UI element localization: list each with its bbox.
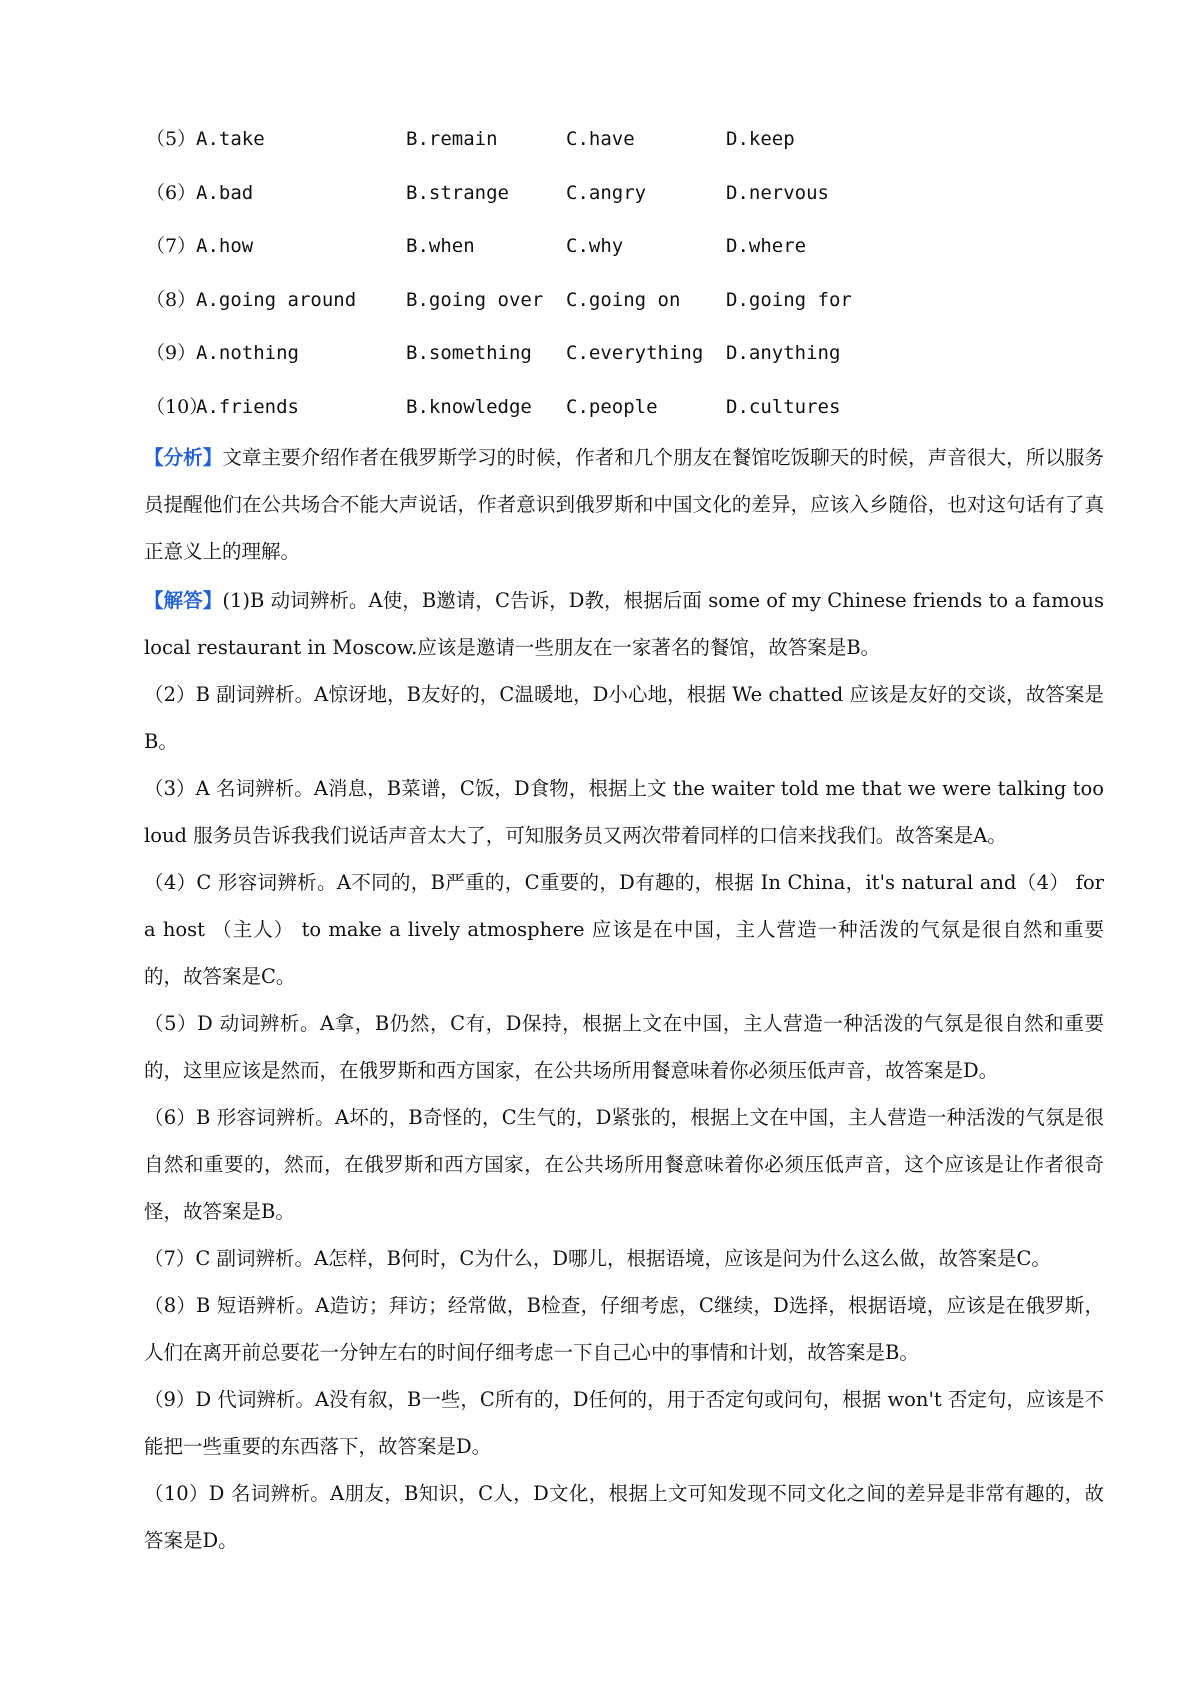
answer-item: （6）B 形容词辨析。A坏的，B奇怪的，C生气的，D紧张的，根据上文在中国，主人营造一种活泼的气氛是很自然和重要的，然而，在俄罗斯和西方国家，在公共场所用餐意味着你必须压低声音，这个应该是让作者很奇怪，故答案是B。 bbox=[144, 1106, 1104, 1223]
option-b: B.going over bbox=[406, 288, 544, 311]
option-d: D.nervous bbox=[726, 181, 829, 204]
option-row bbox=[146, 180, 1106, 234]
analysis-tag: 【分析】 bbox=[144, 446, 223, 469]
answer-item: （9）D 代词辨析。A没有叙，B一些，C所有的，D任何的，用于否定句或问句，根据 won't 否定句，应该是不能把一些重要的东西落下，故答案是D。 bbox=[144, 1388, 1104, 1458]
option-a: A.bad bbox=[196, 181, 254, 204]
answer-tag: 【解答】 bbox=[144, 589, 223, 612]
options-table bbox=[146, 126, 1106, 448]
option-b: B.remain bbox=[406, 128, 498, 150]
option-a: A.take bbox=[196, 128, 265, 150]
option-c: C.angry bbox=[566, 181, 647, 204]
option-a: A.friends bbox=[196, 395, 299, 418]
question-number: （8） bbox=[146, 288, 197, 311]
question-number: （5） bbox=[146, 128, 197, 150]
answer-item-text: (1)B 动词辨析。A使，B邀请，C告诉，D教，根据后面 some of my Chinese friends to a famous local restaurant in Moscow.应该是邀请一些朋友在一家著名的餐馆，故答案是B。 bbox=[144, 589, 1104, 659]
option-row bbox=[146, 287, 1106, 341]
option-a: A.going around bbox=[196, 288, 357, 311]
option-d: D.cultures bbox=[726, 395, 841, 418]
answer-section bbox=[144, 577, 1104, 1564]
option-b: B.when bbox=[406, 235, 475, 258]
analysis-text: 文章主要介绍作者在俄罗斯学习的时候，作者和几个朋友在餐馆吃饭聊天的时候，声音很大，所以服务员提醒他们在公共场合不能大声说话，作者意识到俄罗斯和中国文化的差异，应该入乡随俗，也对这句话有了真正意义上的理解。 bbox=[144, 446, 1104, 563]
option-c: C.have bbox=[566, 128, 635, 150]
question-number: （6） bbox=[146, 181, 197, 204]
analysis-section bbox=[144, 434, 1104, 575]
answer-item: （4）C 形容词辨析。A不同的，B严重的，C重要的，D有趣的，根据 In China，it's natural and（4） for a host （主人） to make a lively atmosphere 应该是在中国，主人营造一种活泼的气氛是很自然和重要的，故答案是C。 bbox=[144, 871, 1104, 988]
option-d: D.where bbox=[726, 235, 807, 258]
option-d: D.anything bbox=[726, 342, 841, 365]
answer-item bbox=[144, 577, 1104, 671]
answer-item: （2）B 副词辨析。A惊讶地，B友好的，C温暖地，D小心地，根据 We chatted 应该是友好的交谈，故答案是B。 bbox=[144, 683, 1104, 753]
option-a: A.how bbox=[196, 235, 254, 258]
option-b: B.something bbox=[406, 342, 532, 365]
answer-item: （3）A 名词辨析。A消息，B菜谱，C饭，D食物，根据上文 the waiter told me that we were talking too loud 服务员告诉我我们说话声音太大了，可知服务员又两次带着同样的口信来找我们。故答案是A。 bbox=[144, 777, 1104, 847]
option-row bbox=[146, 233, 1106, 287]
analysis-paragraph bbox=[144, 434, 1104, 575]
option-row bbox=[146, 340, 1106, 394]
answer-item: （8）B 短语辨析。A造访；拜访；经常做，B检查，仔细考虑，C继续，D选择，根据语境，应该是在俄罗斯，人们在离开前总要花一分钟左右的时间仔细考虑一下自己心中的事情和计划，故答案是B。 bbox=[144, 1294, 1104, 1364]
option-b: B.knowledge bbox=[406, 395, 532, 418]
option-d: D.going for bbox=[726, 288, 852, 311]
option-row bbox=[146, 126, 1106, 180]
question-number: （9） bbox=[146, 342, 197, 365]
option-b: B.strange bbox=[406, 181, 509, 204]
option-c: C.everything bbox=[566, 342, 704, 365]
option-c: C.why bbox=[566, 235, 624, 258]
answer-item: （7）C 副词辨析。A怎样，B何时，C为什么，D哪儿，根据语境，应该是问为什么这么做，故答案是C。 bbox=[144, 1247, 1051, 1270]
option-c: C.people bbox=[566, 395, 658, 418]
option-d: D.keep bbox=[726, 128, 795, 150]
question-number: （10） bbox=[146, 395, 209, 418]
option-c: C.going on bbox=[566, 288, 681, 311]
question-number: （7） bbox=[146, 235, 197, 258]
option-a: A.nothing bbox=[196, 342, 299, 365]
answer-item: （5）D 动词辨析。A拿，B仍然，C有，D保持，根据上文在中国，主人营造一种活泼的气氛是很自然和重要的，这里应该是然而，在俄罗斯和西方国家，在公共场所用餐意味着你必须压低声音，故答案是D。 bbox=[144, 1012, 1104, 1082]
answer-item: （10）D 名词辨析。A朋友，B知识，C人，D文化，根据上文可知发现不同文化之间的差异是非常有趣的，故答案是D。 bbox=[144, 1482, 1104, 1552]
